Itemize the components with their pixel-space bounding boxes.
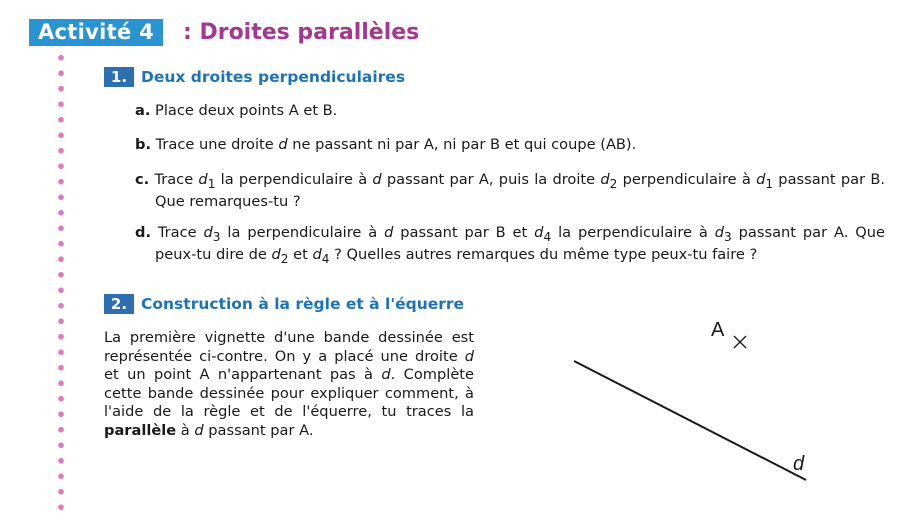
item-letter: a.: [135, 102, 151, 119]
item-text: Trace une droite d ne passant ni par A, ni par B et qui coupe (AB).: [155, 136, 637, 153]
item-text: Place deux points A et B.: [155, 102, 338, 119]
point-a-cross-marker: [734, 336, 746, 348]
item-text: Trace $d_1$ la perpendiculaire à d passant par A, puis la droite $d_2$ perpendiculaire à $d_1$ passant par B. Que remarques-tu ?: [154, 171, 885, 210]
item-letter: c.: [135, 171, 150, 188]
item-letter: d.: [135, 224, 151, 241]
section-1-title: Deux droites perpendiculaires: [141, 68, 406, 86]
page-title: : Droites parallèles: [183, 20, 420, 45]
point-a-label: A: [711, 319, 725, 341]
activity-badge: Activité 4: [29, 19, 163, 46]
item-letter: b.: [135, 136, 151, 153]
section-2-title: Construction à la règle et à l'équerre: [141, 295, 465, 313]
section-2-paragraph: La première vignette d'une bande dessinée est représentée ci-contre. On y a placé une droite d et un point A n'appartenant pas à d. Complète cette bande dessinée pour expliquer comment, à l'aide de la règle et de l'équerre, tu traces la parallèle à d passant par A.: [104, 329, 474, 439]
section-2-number: 2.: [104, 294, 134, 314]
line-d: [574, 361, 806, 480]
section-1-number: 1.: [104, 67, 134, 87]
line-d-label: d: [793, 453, 805, 475]
item-text: Trace $d_3$ la perpendiculaire à d passant par B et $d_4$ la perpendiculaire à $d_3$ passant par A. Que peux-tu dire de $d_2$ et $d_4$ ? Quelles autres remarques du même type peux-tu faire ?: [155, 224, 885, 266]
